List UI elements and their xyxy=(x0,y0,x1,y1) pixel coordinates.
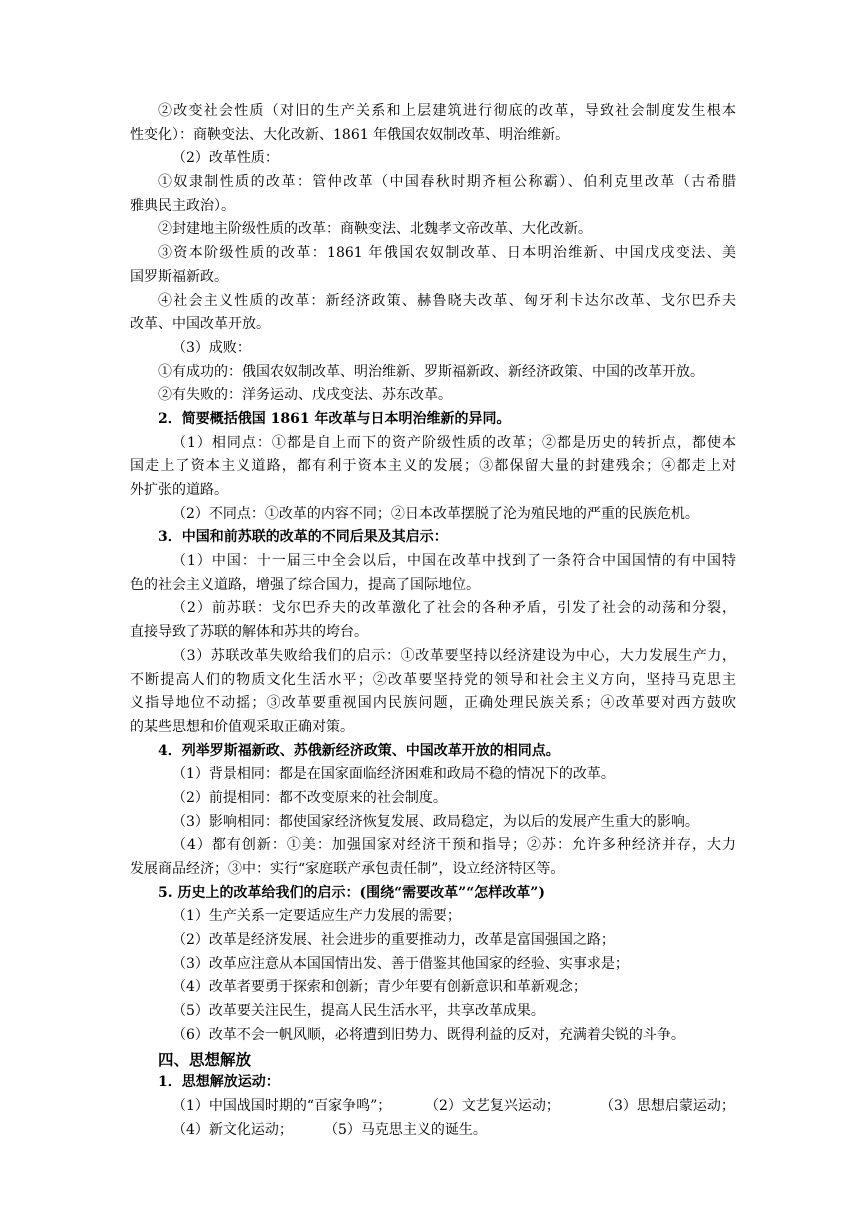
list-item: （4）新文化运动； xyxy=(172,1121,293,1138)
text-line: （6）改革不会一帆风顺，必将遭到旧势力、既得利益的反对，充满着尖锐的斗争。 xyxy=(172,1026,685,1043)
list-item: （5）马克思主义的诞生。 xyxy=(324,1121,487,1138)
text-line: ④社会主义性质的改革：新经济政策、赫鲁晓夫改革、匈牙利卡达尔改革、戈尔巴乔夫 xyxy=(158,292,736,309)
section-heading: 1．思想解放运动： xyxy=(158,1074,280,1091)
section-heading: 5. 历史上的改革给我们的启示：(围绕“需要改革”“怎样改革”) xyxy=(158,884,545,901)
text-line: （2）改革性质： xyxy=(172,150,279,167)
list-item: （2）文艺复兴运动； xyxy=(425,1097,560,1114)
text-line: 的某些思想和价值观采取正确对策。 xyxy=(130,718,354,735)
text-line: （1）中国：十一届三中全会以后，中国在改革中找到了一条符合中国国情的有中国特 xyxy=(172,553,736,570)
section-heading: 4．列举罗斯福新政、苏俄新经济政策、中国改革开放的相同点。 xyxy=(158,742,560,759)
text-line: ②封建地主阶级性质的改革：商鞅变法、北魏孝文帝改革、大化改新。 xyxy=(158,221,592,238)
text-line: 发展商品经济；③中：实行“家庭联产承包责任制”，设立经济特区等。 xyxy=(130,861,565,877)
text-line: 义指导地位不动摇；③改革要重视国内民族问题，正确处理民族关系；④改革要对西方鼓吹 xyxy=(130,695,736,712)
text-line: （3）成败： xyxy=(172,339,251,356)
movement-list-row xyxy=(130,1095,736,1119)
text-line: 国走上了资本主义道路，都有利于资本主义的发展；③都保留大量的封建残余；④都走上对 xyxy=(130,458,736,475)
chapter-heading: 四、思想解放 xyxy=(158,1049,252,1069)
text-line: （3）苏联改革失败给我们的启示：①改革要坚持以经济建设为中心，大力发展生产力， xyxy=(172,647,736,664)
text-line: ①奴隶制性质的改革：管仲改革（中国春秋时期齐桓公称霸）、伯利克里改革（古希腊 xyxy=(158,174,736,191)
section-heading: 3．中国和前苏联的改革的不同后果及其启示： xyxy=(158,529,448,546)
text-line: 雅典民主政治）。 xyxy=(130,197,235,214)
text-line: （1）相同点：①都是自上而下的资产阶级性质的改革；②都是历史的转折点，都使本 xyxy=(172,434,736,451)
text-line: （2）不同点：①改革的内容不同；②日本改革摆脱了沦为殖民地的严重的民族危机。 xyxy=(172,505,699,522)
text-line: 外扩张的道路。 xyxy=(130,482,228,498)
text-line: （4）都有创新：①美：加强国家对经济干预和指导；②苏：允许多种经济并存，大力 xyxy=(172,837,736,854)
text-line: ①有成功的：俄国农奴制改革、明治维新、罗斯福新政、新经济政策、中国的改革开放。 xyxy=(158,363,704,380)
text-line: 改革、中国改革开放。 xyxy=(130,316,270,333)
document-page xyxy=(130,100,736,1142)
text-line: （4）改革者要勇于探索和创新；青少年要有创新意识和革新观念； xyxy=(172,979,587,996)
text-line: 色的社会主义道路，增强了综合国力，提高了国际地位。 xyxy=(130,576,480,593)
text-line: （3）影响相同：都使国家经济恢复发展、政局稳定，为以后的发展产生重大的影响。 xyxy=(172,813,699,830)
text-line: （2）改革是经济发展、社会进步的重要推动力，改革是富国强国之路； xyxy=(172,932,615,949)
text-line: 国罗斯福新政。 xyxy=(130,268,228,285)
text-line: （3）改革应注意从本国国情出发、善于借鉴其他国家的经验、实事求是； xyxy=(172,955,629,972)
text-line: 性变化）：商鞅变法、大化改新、1861 年俄国农奴制改革、明治维新。 xyxy=(130,126,570,143)
text-line: 不断提高人们的物质文化生活水平；②改革要坚持党的领导和社会主义方向，坚持马克思主 xyxy=(130,671,736,688)
text-line: （2）前苏联：戈尔巴乔夫的改革激化了社会的各种矛盾，引发了社会的动荡和分裂， xyxy=(172,600,736,617)
list-item: （3）思想启蒙运动； xyxy=(600,1097,735,1114)
list-item: （1）中国战国时期的“百家争鸣”； xyxy=(172,1097,392,1114)
movement-list-row xyxy=(130,1119,736,1143)
text-line: 直接导致了苏联的解体和苏共的垮台。 xyxy=(130,624,368,641)
text-line: ②改变社会性质（对旧的生产关系和上层建筑进行彻底的改革，导致社会制度发生根本 xyxy=(158,103,736,119)
text-line: ③资本阶级性质的改革：1861 年俄国农奴制改革、日本明治维新、中国戊戌变法、美 xyxy=(158,245,736,262)
text-line: （5）改革要关注民生，提高人民生活水平，共享改革成果。 xyxy=(172,1003,545,1020)
text-line: （2）前提相同：都不改变原来的社会制度。 xyxy=(172,789,447,806)
section-heading: 2．简要概括俄国 1861 年改革与日本明治维新的异同。 xyxy=(158,410,511,427)
text-line: （1）背景相同：都是在国家面临经济困难和政局不稳的情况下的改革。 xyxy=(172,766,615,783)
text-line: （1）生产关系一定要适应生产力发展的需要； xyxy=(172,908,461,925)
text-line: ②有失败的：洋务运动、戊戌变法、苏东改革。 xyxy=(158,387,452,404)
